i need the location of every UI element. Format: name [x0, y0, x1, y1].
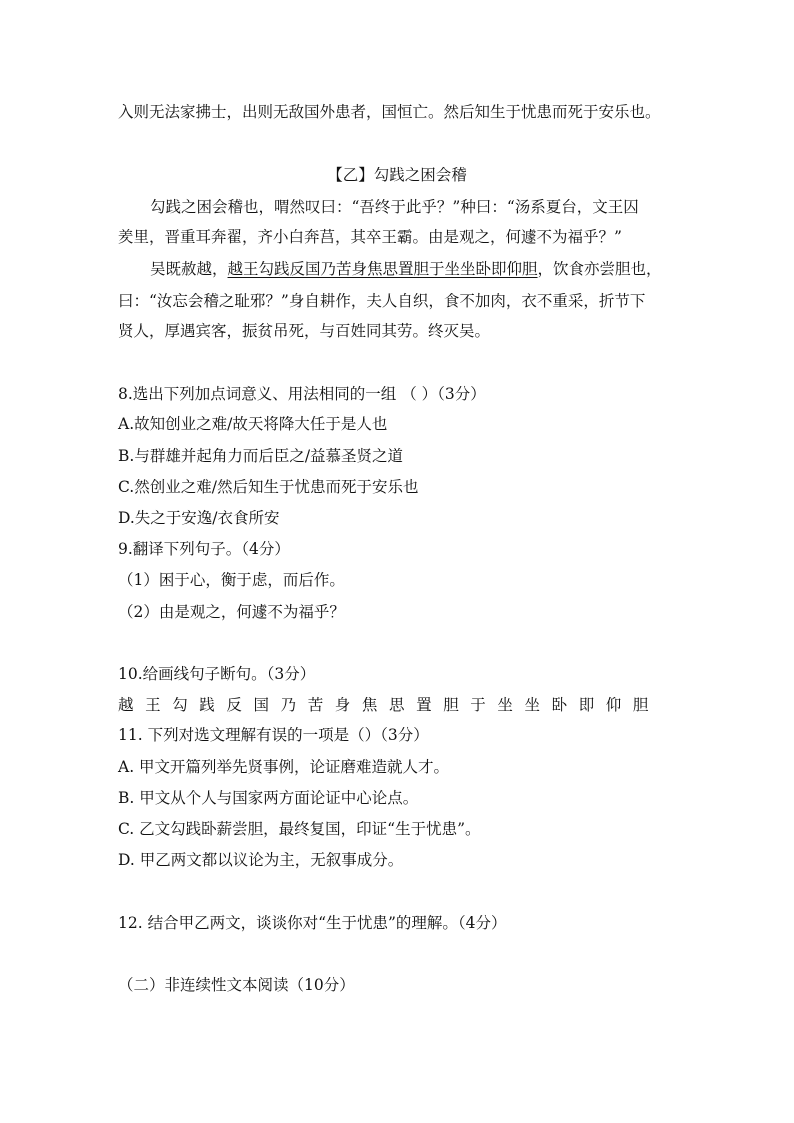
question-8-stem: 8.选出下列加点词意义、用法相同的一组 （ ）（3分） — [118, 385, 486, 403]
passage-yi-p1-line1: 勾践之困会稽也，喟然叹曰：“吾终于此乎？”种曰：“汤系夏台，文王囚 — [150, 198, 639, 216]
passage-text: ，饮食亦尝胆也， — [537, 260, 662, 278]
passage-yi-p2-line3: 贤人，厚遇宾客，振贫吊死，与百姓同其劳。终灭吴。 — [118, 322, 491, 340]
question-11-option-c: C. 乙文勾践卧薪尝胆，最终复国，印证“生于忧患”。 — [118, 820, 481, 838]
passage-yi-p2-line2: 曰：“汝忘会稽之耻邪？”身自耕作，夫人自织，食不加肉，衣不重采，折节下 — [118, 292, 646, 310]
question-10-stem: 10.给画线句子断句。（3分） — [118, 665, 316, 683]
question-8-option-d: D.失之于安逸/衣食所安 — [118, 509, 280, 527]
question-8-option-c: C.然创业之难/然后知生于忧患而死于安乐也 — [118, 478, 419, 496]
question-12-stem: 12. 结合甲乙两文，谈谈你对“生于忧患”的理解。（4分） — [118, 914, 507, 932]
question-10-sentence: 越王勾践反国乃苦身焦思置胆于坐坐卧即仰胆 — [118, 696, 661, 714]
question-9-sentence-2: （2）由是观之，何遽不为福乎？ — [118, 603, 345, 621]
question-11-stem: 11. 下列对选文理解有误的一项是（）（3分） — [118, 726, 429, 744]
underlined-sentence: 越王勾践反国乃苦身焦思置胆于坐坐卧即仰胆 — [227, 260, 538, 278]
question-8-option-b: B.与群雄并起角力而后臣之/益慕圣贤之道 — [118, 447, 404, 465]
question-9-sentence-1: （1）困于心，衡于虑，而后作。 — [118, 571, 345, 589]
passage-text: 吴既赦越， — [150, 260, 228, 278]
question-11-option-d: D. 甲乙两文都以议论为主，无叙事成分。 — [118, 851, 404, 869]
passage-yi-p2-line1 — [150, 259, 662, 279]
question-8-option-a: A.故知创业之难/故天将降大任于是人也 — [118, 415, 388, 433]
question-11-option-a: A. 甲文开篇列举先贤事例，论证磨难造就人才。 — [118, 758, 450, 776]
passage-tail: 入则无法家拂士，出则无敌国外患者，国恒亡。然后知生于忧患而死于安乐也。 — [118, 103, 661, 121]
question-9-stem: 9.翻译下列句子。（4分） — [118, 540, 290, 558]
passage-yi-p1-line2: 羑里，晋重耳奔翟，齐小白奔莒，其卒王霸。由是观之，何遽不为福乎？” — [118, 228, 622, 246]
passage-yi-title: 【乙】勾践之困会稽 — [327, 166, 467, 184]
section-2-heading: （二）非连续性文本阅读（10分） — [118, 976, 355, 994]
question-11-option-b: B. 甲文从个人与国家两方面论证中心论点。 — [118, 789, 419, 807]
